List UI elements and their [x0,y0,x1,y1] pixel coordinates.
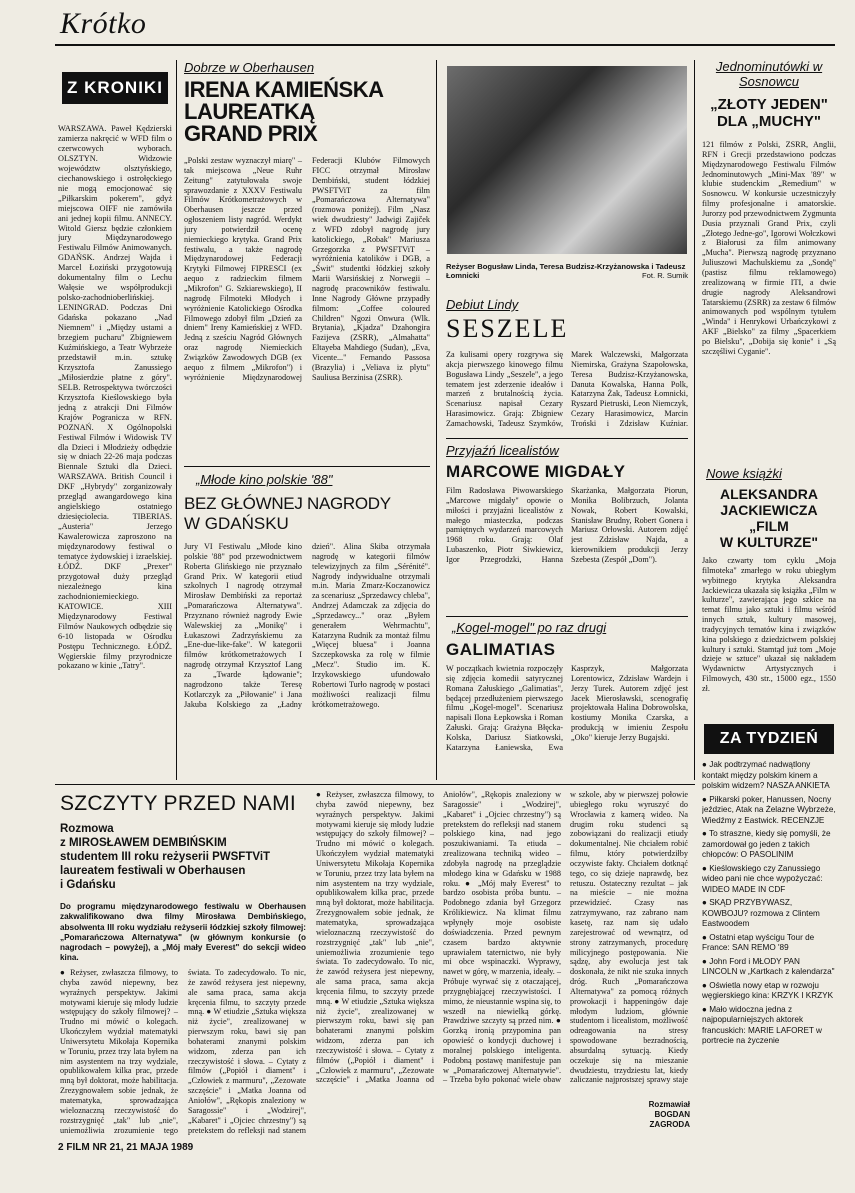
z-kroniki-text: WARSZAWA. Paweł Kędzierski zamierza nakręcić w WFD film o czerwcowych wyborach. OLSZTYN. Widzowie województw olsztyńskiego, ciechanowskiego i ostrołęckiego nie mogą emocjonować się „Piłkarskim pokerem", gdyż miejscowa OIFF nie zamówiła ani jednej kopii filmu. ANNECY. Witold Giersz będzie członkiem jury Międzynarodowego Festiwalu Filmów Animowanych. GDAŃSK. Andrzej Wajda i Marcel Łoziński przygotowują dokumentalny film o Lechu Wałęsie we współprodukcji polsko-zachodnioberlińskiej. LENINGRAD. Podczas Dni Gdańska pokazano „Nad Niemnem" i „Między ustami a brzegiem pucharu" Zbigniewem Kuźmińskiego, a Teatr Wybrzeże przedstawił m.in. sztukę Krzysztofa Zanussiego „Miłosierdzie płatne z góry". SELB. Retrospektywa twórczości Krzysztofa Kieślowskiego była jedną z atrakcji Dni Filmów Krajów Pogranicza w RFN. POZNAŃ. X Ogólnopolski Festiwal Filmów i Widowisk TV dla Dzieci i Młodzieży odbędzie się w dniach 22-26 maja podczas Biennale Sztuki dla Dzieci. WARSZAWA. British Council i DKF „Hybrydy" zorganizowały przegląd awangardowego kina angielskiego ostatniego dziesięciolecia. TIBERIAS. „Austeria" Jerzego Kawalerowicza zaproszono na międzynarodowy festiwal o tematyce żydowskiej i izraelskiej. ŁÓDŹ. DKF „Prexer" przygotował duży przegląd niezależnego kina zachodnioniemieckiego. KATOWICE. XIII Międzynarodowy Festiwal Filmów Naukowych odbędzie się 6-10 listopada w Ośrodku Postępu Technicznego. ŁÓDŹ. Węgierskie filmy przyrodnicze pokazano w kinie „Tatry". [58,124,172,671]
szczyty-text-right [316,790,688,1090]
sosnowiec-text: 121 filmów z Polski, ZSRR, Anglii, RFN i Grecji przedstawiono podczas Międzynarodowego Festiwalu Filmów Jednominutowych „Mini-Max '89" w klubie studenckim „Remedium" w Sosnowcu. W konkursie uczestniczyły filmy profesjonalne i amatorskie. Jurorzy pod przewodnictwem Zygmunta Dusia przyznali Grand Prix, czyli „Złotego Jedne-go", Igorowi Wołczkowi z Białorusi za film animowany „Mucha". Pierwszą nagrodę przyznano Juliuszowi Machulskiemu za „Sondę" (pastisz filmu reklamowego) zrealizowaną w firmie ITI, a dwie drugie nagrody Aleksandrowi Tatarskiemu (ZSRR) za zestaw 6 filmów animowanych pod wspólnym tytułem „Winda" i Henrykowi Urbańczykowi z AKF „Bielsko" za filmy „Spacerkiem po Bielsku", „Dobija się konie" i „Są szczęśliwi Cyganie". [702,140,836,356]
za-tydzien-item: ● To straszne, kiedy się pomyśli, że zamordował go jeden z takich chłopców: O PASOLINIM [702,829,831,859]
sosnowiec-kicker-text: Jednominutówki w Sosnowcu [715,59,823,89]
z-kroniki-label: Z KRONIKI [62,72,168,104]
marcowe-top-rule [446,438,688,439]
photo-caption [446,262,688,281]
nowe-ksiazki-headline-line-1: ALEKSANDRA [720,486,818,502]
marcowe-text: Film Radosława Piwowarskiego „Marcowe migdały" opowie o miłości i przyjaźni licealistów z małego miasteczka, podczas pamiętnych wydarzeń marcowych 1968 roku. Grają: Olaf Lubaszenko, Piotr Siwkiewicz, Igor Przegrodzki, Hanna Skarżanka, Małgorzata Piorun, Monika Bolibrzuch, Jolanta Nowak, Robert Kowalski, Stanisław Brudny, Robert Gonera i Mariusz Orłowski. Autorem zdjęć jest Zdzisław Najda, a kierownikiem produkcji Jerzy Szebesta (Zespół „Dom"). [446,486,688,564]
col-rule-1 [176,60,177,780]
za-tydzien-item: ● Mało widoczna jedna z najpopularniejszych aktorek francuskich: MARIE LAFORET w portrecie na życzenie [702,1004,822,1045]
oberhausen-headline [184,79,430,145]
seszele-text: Za kulisami opery rozgrywa się akcja pierwszego kinowego filmu Bogusława Lindy „Seszele", a jego tematem jest zderzenie ideałów i marzeń z brutalnością życia. Scenariusz napisał Cezary Harasimowicz. Grają: Zbigniew Zamachowski, Tadeusz Szymków, Marek Walczewski, Małgorzata Niemirska, Grażyna Szapołowska, Teresa Budzisz-Krzyżanowska, Danuta Kowalska, Hanna Polk, Katarzyna Żak, Tadeusz Łomnicki, Ryszard Pietruski, Leon Niemczyk, Cezary Harasimowicz, Marcin Troński i Zdzisław Kuźniar. [446,350,688,428]
szczyty-text-continued: ● Reżyser, zwłaszcza filmowy, to chyba zawód niepewny, bez wyraźnych perspektyw. Jakimi motywami kieruje się młody ludzie wstępujący do szkoły filmowej? – Trudno mi mówić o kolegach. Ukończyłem wydział matematyki Uniwersytetu Mikołaja Kopernika w Toruniu, przez trzy lata byłem na nim asystentem na trzy wydziale, opublikowałem kilka prac, przede mną był doktorat, może habilitacja. Zrezygnowałem sobie jednak, że matematyka, sprowadzająca wieloznaczną rzeczywistość do rozstrzygnięć „tak" lub „nie", uniemożliwia zrozumienie tego świata. To zadecydowało. To nic, że zawód reżysera jest niepewny, ale sama praca, sama akcja kręcenia filmu, to szczyty przede mną. ● W etiudzie „Sztuka większa niż życie", zrealizowanej w pierwszym roku, bawi się pan bohaterami znanymi polskim widzom, zderza pan ich rzeczywistość i słowa. – Cytaty z filmów („Popiół i diament" i „Człowiek z marmuru", „Zezowate szczęście" i „Matka Joanna od Aniołów", „Rękopis znaleziony w Saragossie" i „Wodzirej", „Kabaret" i „Ojciec chrzestny") są pretekstem do refleksji nad stanem polskiego kina, nad jego poszukiwaniami. Ta etiuda – zrealizowana techniką wideo – zdobyła nagrodę na przeglądzie młodego kina w Gdańsku w 1988 roku. ● „Mój mały Everest" to bardzo osobista próba buntu. – Podobnego zdania był Grzegorz Królikiewicz. Na klimat filmu wpłynęły moje osobiste doświadczenia. Przed pewnym czasem bardzo aktywnie uprawiałem taternictwo, nie były mi obce wspinaczki. Wyprawy, nawet w górę, w marzenia, ideały. – Próbuje wyrwać się z otaczającej, przygnębiającej rzeczywistości. I mimo, że nieustannie wspina się, to wszedł na niewielką górkę. Prawdziwe szczyty są przed nim. ● Gorzką ironią przypomina pan opowieść o kondycji duchowej i moralnej polskiego inteligenta. Podobną postawę manifestuje pan w „Pomarańczowej Alternatywie". – Trzeba było pokonać wiele obaw w szkole, aby w pierwszej połowie ubiegłego roku wyruszyć do Wrocławia z kamerą wideo. Na drugim roku studenci są zobowiązani do realizacji etiudy dokumentalnej. Nie chciałem robić filmu, który potwierdziłby oczywiste fakty. Chciałem dotknąć tego, co się dzieje naprawdę, bez retuszu. Ostateczny rezultat – jak na mieście – nie można przewidzieć. Czasy nas zatrzymywano, raz zabrano nam kasetę, raz nam się udało zarejestrować od wewnątrz, od strony zatrzymanych, procedurę milicyjnego postępowania. Nie sądzę, aby ewolucja jest tak doskonała, że nikt nie szuka innych dróg. Ruch „Pomarańczowa Alternatywa" za pomocą różnych prowokacji i happeningów daje młodym ludziom, głównie studentom i licealistom, możliwość odreagowania na stresy spowodowane bezradnością, absurdalną sytuacją. Kiedy oczekuje się na mieszanie dwudziestu, trzydziestu lat, kiedy zaliczanie najprostszej sprawy staje [316,790,688,1085]
szczyty-byline [600,1100,690,1130]
section-title: Krótko [60,7,147,40]
galimatias-text: W początkach kwietnia rozpoczęły się zdjęcia komedii satyrycznej Romana Załuskiego „Galimatias", będącej przedłużeniem pierwszego filmu „Kogel-mogel". Scenariusz napisali Ilona Łepkowska i Roman Załuski. Grają: Grażyna Błęcka-Kolska, Dariusz Siatkowski, Katarzyna Łaniewska, Ewa Kasprzyk, Małgorzata Lorentowicz, Zdzisław Wardejn i Jerzy Turek. Autorem zdjęć jest Jacek Mierosławski, scenografię projektowała Halina Dobrowolska, kostiumy Monika Czarska, a produkcją w imieniu Zespołu „Oko" kieruje Jerzy Bugajski. [446,664,688,752]
marcowe-kicker: Przyjaźń licealistów [446,443,559,458]
oberhausen-headline-line-3: GRAND PRIX [184,121,318,146]
sosnowiec-headline-line-1: „ZŁOTY JEDEN" [710,96,828,113]
interview-top-rule [55,784,695,785]
szczyty-text-left: ● Reżyser, zwłaszcza filmowy, to chyba zawód niepewny, bez wyraźnych perspektyw. Jakimi motywami kieruje się młody ludzie wstępujący do szkoły filmowej? – Trudno mi mówić o kolegach. Ukończyłem wydział matematyki Uniwersytetu Mikołaja Kopernika w Toruniu, przez trzy lata byłem na nim asystentem na trzy wydziale, opublikowałem kilka prac, przede mną był doktorat, może habilitacja. Zrezygnowałem sobie jednak, że matematyka, sprowadzająca wieloznaczną rzeczywistość do rozstrzygnięć „tak" lub „nie", uniemożliwia zrozumienie tego świata. To zadecydowało. To nic, że zawód reżysera jest niepewny, ale sama praca, sama akcja kręcenia filmu, to szczyty przede mną. ● W etiudzie „Sztuka większa niż życie", zrealizowanej w pierwszym roku, bawi się pan bohaterami znanymi polskim widzom, zderza pan ich rzeczywistość i słowa. – Cytaty z filmów („Popiół i diament" i „Człowiek z marmuru", „Zezowate szczęście" i „Matka Joanna od Aniołów", „Rękopis znaleziony w Saragossie" i „Wodzirej", „Kabaret" i „Ojciec chrzestny") są pretekstem do refleksji nad stanem [60,968,306,1135]
za-tydzien-item: ● Jak podtrzymać nadwątlony kontakt między polskim kinem a polskim widzem? NASZA ANKIETA [702,760,830,790]
nowe-ksiazki-headline-line-3: „FILM [749,518,789,534]
seszele-kicker: Debiut Lindy [446,297,519,312]
szczyty-subhead-line: studentem III roku reżyserii PWSFTViT [60,851,271,863]
za-tydzien-item: ● John Ford i MŁODY PAN LINCOLN w „Kartkach z kalendarza" [702,956,835,976]
szczyty-subhead-line: Rozmowa [60,823,114,835]
za-tydzien-label: ZA TYDZIEŃ [704,724,834,754]
oberhausen-headline-line-2: LAUREATKĄ [184,99,315,124]
szczyty-intro: Do programu międzynarodowego festiwalu w Oberhausen zakwalifikowano dwa filmy Mirosława Dembińskiego, absolwenta III roku wydziału reżyserii łódzkiej szkoły filmowej: „Pomarańczowa Alternatywa" (w głównym konkursie (o nagrodach – powyżej), a „Mój mały Everest" do sekcji wideo kina. [60,902,306,963]
mlode-kino-text: Jury VI Festiwalu „Młode kino polskie '88" pod przewodnictwem Roberta Glińskiego nie przyznało Grand Prix. W kategorii etiud szkolnych I nagrodę otrzymał Mirosław Dembiński za reportaż „Pomarańczowa Alternatywa". Przyznano również nagrody Ewie Walewskiej za „Monikę" i Łukaszowi Zadrzyńskiemu za „Ene-due-like-fake". W kategorii filmów krótkometrażowych I nagrodę otrzymał Krzysztof Lang za „Twarde łądowanie"; nagrodzono także Teresę Kotlarczyk za „Piłowanie" i Jana Jakuba Kolskiego za „Ładny dzień". Alina Skiba otrzymała nagrodę w kategorii filmów telewizyjnych za film „Sérénité". Nagrody indywidualne otrzymali m.in. Maria Zmarz-Koczanowicz za scenariusz „Sprzedawcy chleba", Andrzej Adamczak za zdjęcia do „Sprzedawcy..." oraz „Byłem generałem Wehrmachtu", Katarzyna Rudnik za montaż filmu „Więcej bluesa" i Joanna Szczepkowska za rolę w filmie „Mecz". Studio im. K. Irzykowskiego ufundowało Robertowi Turło nagrodę w postaci możliwości realizacji filmu krótkometrażowego. [184,542,430,709]
marcowe-headline: MARCOWE MIGDAŁY [446,462,626,481]
page-footer: 2 FILM NR 21, 21 MAJA 1989 [58,1142,194,1153]
header-rule [55,44,835,46]
mlode-kino-headline-line-1: BEZ GŁÓWNEJ NAGRODY [184,494,391,513]
za-tydzien-item: ● Oświetla nowy etap w rozwoju węgierskiego kina: KRZYK I KRZYK [702,980,834,1000]
oberhausen-text: „Polski zestaw wyznaczył miarę" – tak miejscowa „Neue Ruhr Zeitung" zatytułowała swoje sprawozdanie z XXXV Festiwalu Filmów Krótkometrażowych w Oberhausen jeszcze przed ogłoszeniem listy nagród. Werdykt jury potwierdził ocenę niemieckiego krytyka. Grand Prix festiwalu, a także nagrodę Międzynarodowej Federacji Krytyki Filmowej FIPRESCI (ex aequo z radzieckim filmem „Mikrofon" G. Szkiarewskiego), II nagrodę Filmoteki Młodych i wyróżnienie Katolickiego Ośrodka Filmowego zdobył film „Dzień za dniem" Ireny Kamieńskiej z WFD. Jedną z sześciu Nagród Głównych oraz nagrodę Niemieckich Związków Zawodowych DGB (ex aequo z filmem „Mikrofon") i wyróżnienie Międzynarodowej Federacji Klubów Filmowych FICC otrzymał Mirosław Dembiński, student łódzkiej PWSFTViT za film „Pomarańczowa Alternatywa" (rozmowa poniżej). Film „Nasz wiek dwudziesty" Jadwigi Zajiček z WFD zdobył nagrodę jury katolickiego, „Robak" Mariusza Grzegorzka z PWSFTViT – wyróżnienia katolików i DGB, a „Świt" studentki łódzkiej szkoły Marii Warsińskiej z Norwegii – nagrodę pracowników festiwalu. Inne Nagrody Główne przypadły filmom: „Coffee coloured Children" Ngozi Onwura (Wlk. Brytania), „Kjadza" Dzahongira Fazijeva (ZSRR), „Almahatta" Eltayeba Mahdiego (Sudan), „Eva, Vicente..." Fernando Passosa (Brazylia) i „Veliava iz plytu" Sauliusa Berzinisa (ZSRR). [184,156,430,382]
sosnowiec-kicker [702,60,836,90]
mlode-kino-headline [184,494,430,534]
szczyty-headline: SZCZYTY PRZED NAMI [60,792,297,815]
galimatias-kicker: „Kogel-mogel" po raz drugi [452,620,607,635]
nowe-ksiazki-headline [702,486,836,550]
za-tydzien-item: ● Piłkarski poker, Hanussen, Nocny jeździec, Atak na Żelazne Wybrzeże, Wiedźmy z Eastwick. RECENZJE [702,794,836,825]
byline-line: Rozmawiał [648,1100,690,1109]
nowe-ksiazki-kicker: Nowe książki [706,466,782,481]
szczyty-subhead-line: z MIROSŁAWEM DEMBIŃSKIM [60,837,227,849]
galimatias-headline: GALIMATIAS [446,640,556,659]
photo-credit: Fot. R. Sumik [642,271,688,281]
szczyty-subhead [60,822,306,892]
sosnowiec-headline-line-2: DLA „MUCHY" [716,113,822,130]
photo-caption-text: Reżyser Bogusław Linda, Teresa Budzisz-Krzyżanowska i Tadeusz Łomnicki [446,262,686,281]
nowe-ksiazki-text: Jako czwarty tom cyklu „Moja filmoteka" zmarłego w roku ubiegłym wybitnego krytyka Aleksandra Jackiewicza ukazała się książka „Film w kulturze", zawierająca jego szkice na temat filmu jako sztuki i filmu wśród innych sztuk, kultury masowej, tradycyjnych tematów kina i związków kina polskiego z dziedzictwem polskiej kultury i sztuki. Stamtąd już tom „Moje dzieje w sztuce" ukazał się nakładem Wydawnictw Artystycznych i Filmowych, 430 str., 15000 egz., 1550 zł. [702,556,836,693]
col-rule-3 [694,60,695,780]
za-tydzien-list [702,760,836,1146]
seszele-headline: SESZELE [446,314,569,343]
mlode-kino-kicker: „Młode kino polskie '88" [196,472,333,487]
za-tydzien-item: ● Kieślowskiego czy Zanussiego wideo pani nie chce wypożyczać: WIDEO MADE IN CDF [702,863,823,894]
mlode-kino-top-rule [184,466,430,467]
byline-line: ZAGRODA [649,1120,690,1129]
byline-line: BOGDAN [654,1110,690,1119]
szczyty-subhead-line: i Gdańsku [60,879,116,891]
za-tydzien-item: ● SKĄD PRZYBYWASZ, KOWBOJU? rozmowa z Clintem Eastwoodem [702,898,820,928]
oberhausen-headline-line-1: IRENA KAMIEŃSKA [184,77,384,102]
oberhausen-kicker: Dobrze w Oberhausen [184,60,315,75]
galimatias-top-rule [446,616,688,617]
szczyty-subhead-line: laureatem festiwali w Oberhausen [60,865,246,877]
mlode-kino-headline-line-2: W GDAŃSKU [184,514,289,533]
nowe-ksiazki-headline-line-4: W KULTURZE" [719,534,819,550]
nowe-ksiazki-headline-line-2: JACKIEWICZA [720,502,818,518]
film-still-photo [447,66,687,254]
col-rule-2 [436,60,437,780]
za-tydzien-item: ● Ostatni etap wyścigu Tour de France: SAN REMO '89 [702,932,815,952]
sosnowiec-headline [702,96,836,130]
